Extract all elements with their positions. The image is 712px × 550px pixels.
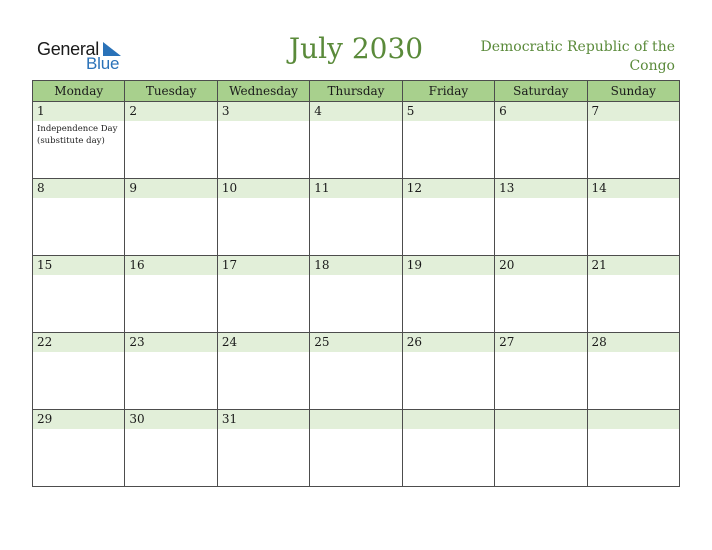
holiday-label (310, 121, 401, 123)
holiday-label (495, 352, 586, 354)
day-cell (495, 410, 587, 487)
day-cell (33, 333, 125, 410)
week-row (33, 256, 680, 333)
holiday-label (588, 198, 679, 200)
day-cell (125, 179, 217, 256)
day-number: 11 (310, 179, 401, 198)
day-number: 5 (403, 102, 494, 121)
holiday-label (125, 121, 216, 123)
day-cell (402, 256, 494, 333)
day-cell (310, 333, 402, 410)
weekday-saturday: Saturday (495, 81, 587, 102)
weekday-header-row (33, 81, 680, 102)
day-cell (125, 102, 217, 179)
logo-text-blue: Blue (86, 54, 120, 73)
day-number: 19 (403, 256, 494, 275)
weekday-wednesday: Wednesday (217, 81, 309, 102)
day-cell (125, 410, 217, 487)
holiday-label (403, 352, 494, 354)
day-number: 24 (218, 333, 309, 352)
day-number (495, 410, 586, 429)
day-cell (495, 333, 587, 410)
holiday-label (310, 352, 401, 354)
holiday-label (125, 352, 216, 354)
weekday-friday: Friday (402, 81, 494, 102)
holiday-label (310, 198, 401, 200)
holiday-label (403, 198, 494, 200)
day-number: 14 (588, 179, 679, 198)
day-number: 1 (33, 102, 124, 121)
day-cell (33, 179, 125, 256)
country-name: Democratic Republic of the Congo (480, 39, 675, 74)
holiday-label (588, 275, 679, 277)
day-cell (587, 410, 679, 487)
day-number: 21 (588, 256, 679, 275)
holiday-label (218, 121, 309, 123)
holiday-label (33, 352, 124, 354)
day-cell (33, 102, 125, 179)
day-number: 17 (218, 256, 309, 275)
month-title: July 2030 (288, 32, 424, 65)
holiday-label (33, 429, 124, 431)
day-number: 30 (125, 410, 216, 429)
day-cell (125, 256, 217, 333)
day-number: 12 (403, 179, 494, 198)
day-cell (495, 179, 587, 256)
day-cell (587, 102, 679, 179)
week-row (33, 179, 680, 256)
day-number: 10 (218, 179, 309, 198)
holiday-label (33, 198, 124, 200)
day-number: 9 (125, 179, 216, 198)
holiday-label (218, 198, 309, 200)
day-cell (217, 179, 309, 256)
day-number: 23 (125, 333, 216, 352)
day-number: 15 (33, 256, 124, 275)
day-cell (495, 102, 587, 179)
calendar-body (33, 102, 680, 487)
day-cell (217, 333, 309, 410)
holiday-label (33, 275, 124, 277)
day-number (588, 410, 679, 429)
holiday-label (495, 198, 586, 200)
holiday-label (588, 121, 679, 123)
weekday-sunday: Sunday (587, 81, 679, 102)
day-number: 8 (33, 179, 124, 198)
day-cell (33, 410, 125, 487)
day-cell (310, 102, 402, 179)
day-cell (402, 333, 494, 410)
holiday-label (588, 352, 679, 354)
day-number: 29 (33, 410, 124, 429)
day-number: 3 (218, 102, 309, 121)
holiday-label (218, 429, 309, 431)
day-cell (495, 256, 587, 333)
day-cell (310, 410, 402, 487)
holiday-label (588, 429, 679, 431)
day-number: 4 (310, 102, 401, 121)
day-cell (33, 256, 125, 333)
week-row (33, 333, 680, 410)
day-cell (310, 256, 402, 333)
holiday-label (495, 275, 586, 277)
day-number (403, 410, 494, 429)
holiday-label (125, 275, 216, 277)
weekday-tuesday: Tuesday (125, 81, 217, 102)
weekday-monday: Monday (33, 81, 125, 102)
day-number: 26 (403, 333, 494, 352)
day-number (310, 410, 401, 429)
day-number: 27 (495, 333, 586, 352)
week-row (33, 102, 680, 179)
week-row (33, 410, 680, 487)
day-cell (217, 256, 309, 333)
day-number: 25 (310, 333, 401, 352)
holiday-label: Independence Day (substitute day) (37, 124, 118, 146)
holiday-label (125, 198, 216, 200)
day-number: 20 (495, 256, 586, 275)
holiday-label (310, 275, 401, 277)
day-number: 6 (495, 102, 586, 121)
holiday-label (403, 429, 494, 431)
holiday-label (403, 275, 494, 277)
day-number: 31 (218, 410, 309, 429)
day-cell (402, 179, 494, 256)
holiday-label (218, 275, 309, 277)
day-number: 7 (588, 102, 679, 121)
day-cell (310, 179, 402, 256)
day-number: 18 (310, 256, 401, 275)
logo-text-general: General (37, 39, 99, 59)
holiday-label (495, 429, 586, 431)
holiday-label (495, 121, 586, 123)
holiday-label (125, 429, 216, 431)
holiday-label (218, 352, 309, 354)
day-cell (587, 256, 679, 333)
day-number: 13 (495, 179, 586, 198)
day-number: 16 (125, 256, 216, 275)
holiday-label (403, 121, 494, 123)
day-cell (125, 333, 217, 410)
day-number: 2 (125, 102, 216, 121)
weekday-thursday: Thursday (310, 81, 402, 102)
day-number: 28 (588, 333, 679, 352)
holiday-label (310, 429, 401, 431)
day-cell (217, 102, 309, 179)
day-cell (402, 102, 494, 179)
day-cell (217, 410, 309, 487)
day-cell (587, 179, 679, 256)
calendar-grid (32, 80, 680, 487)
day-cell (402, 410, 494, 487)
day-number: 22 (33, 333, 124, 352)
day-cell (587, 333, 679, 410)
